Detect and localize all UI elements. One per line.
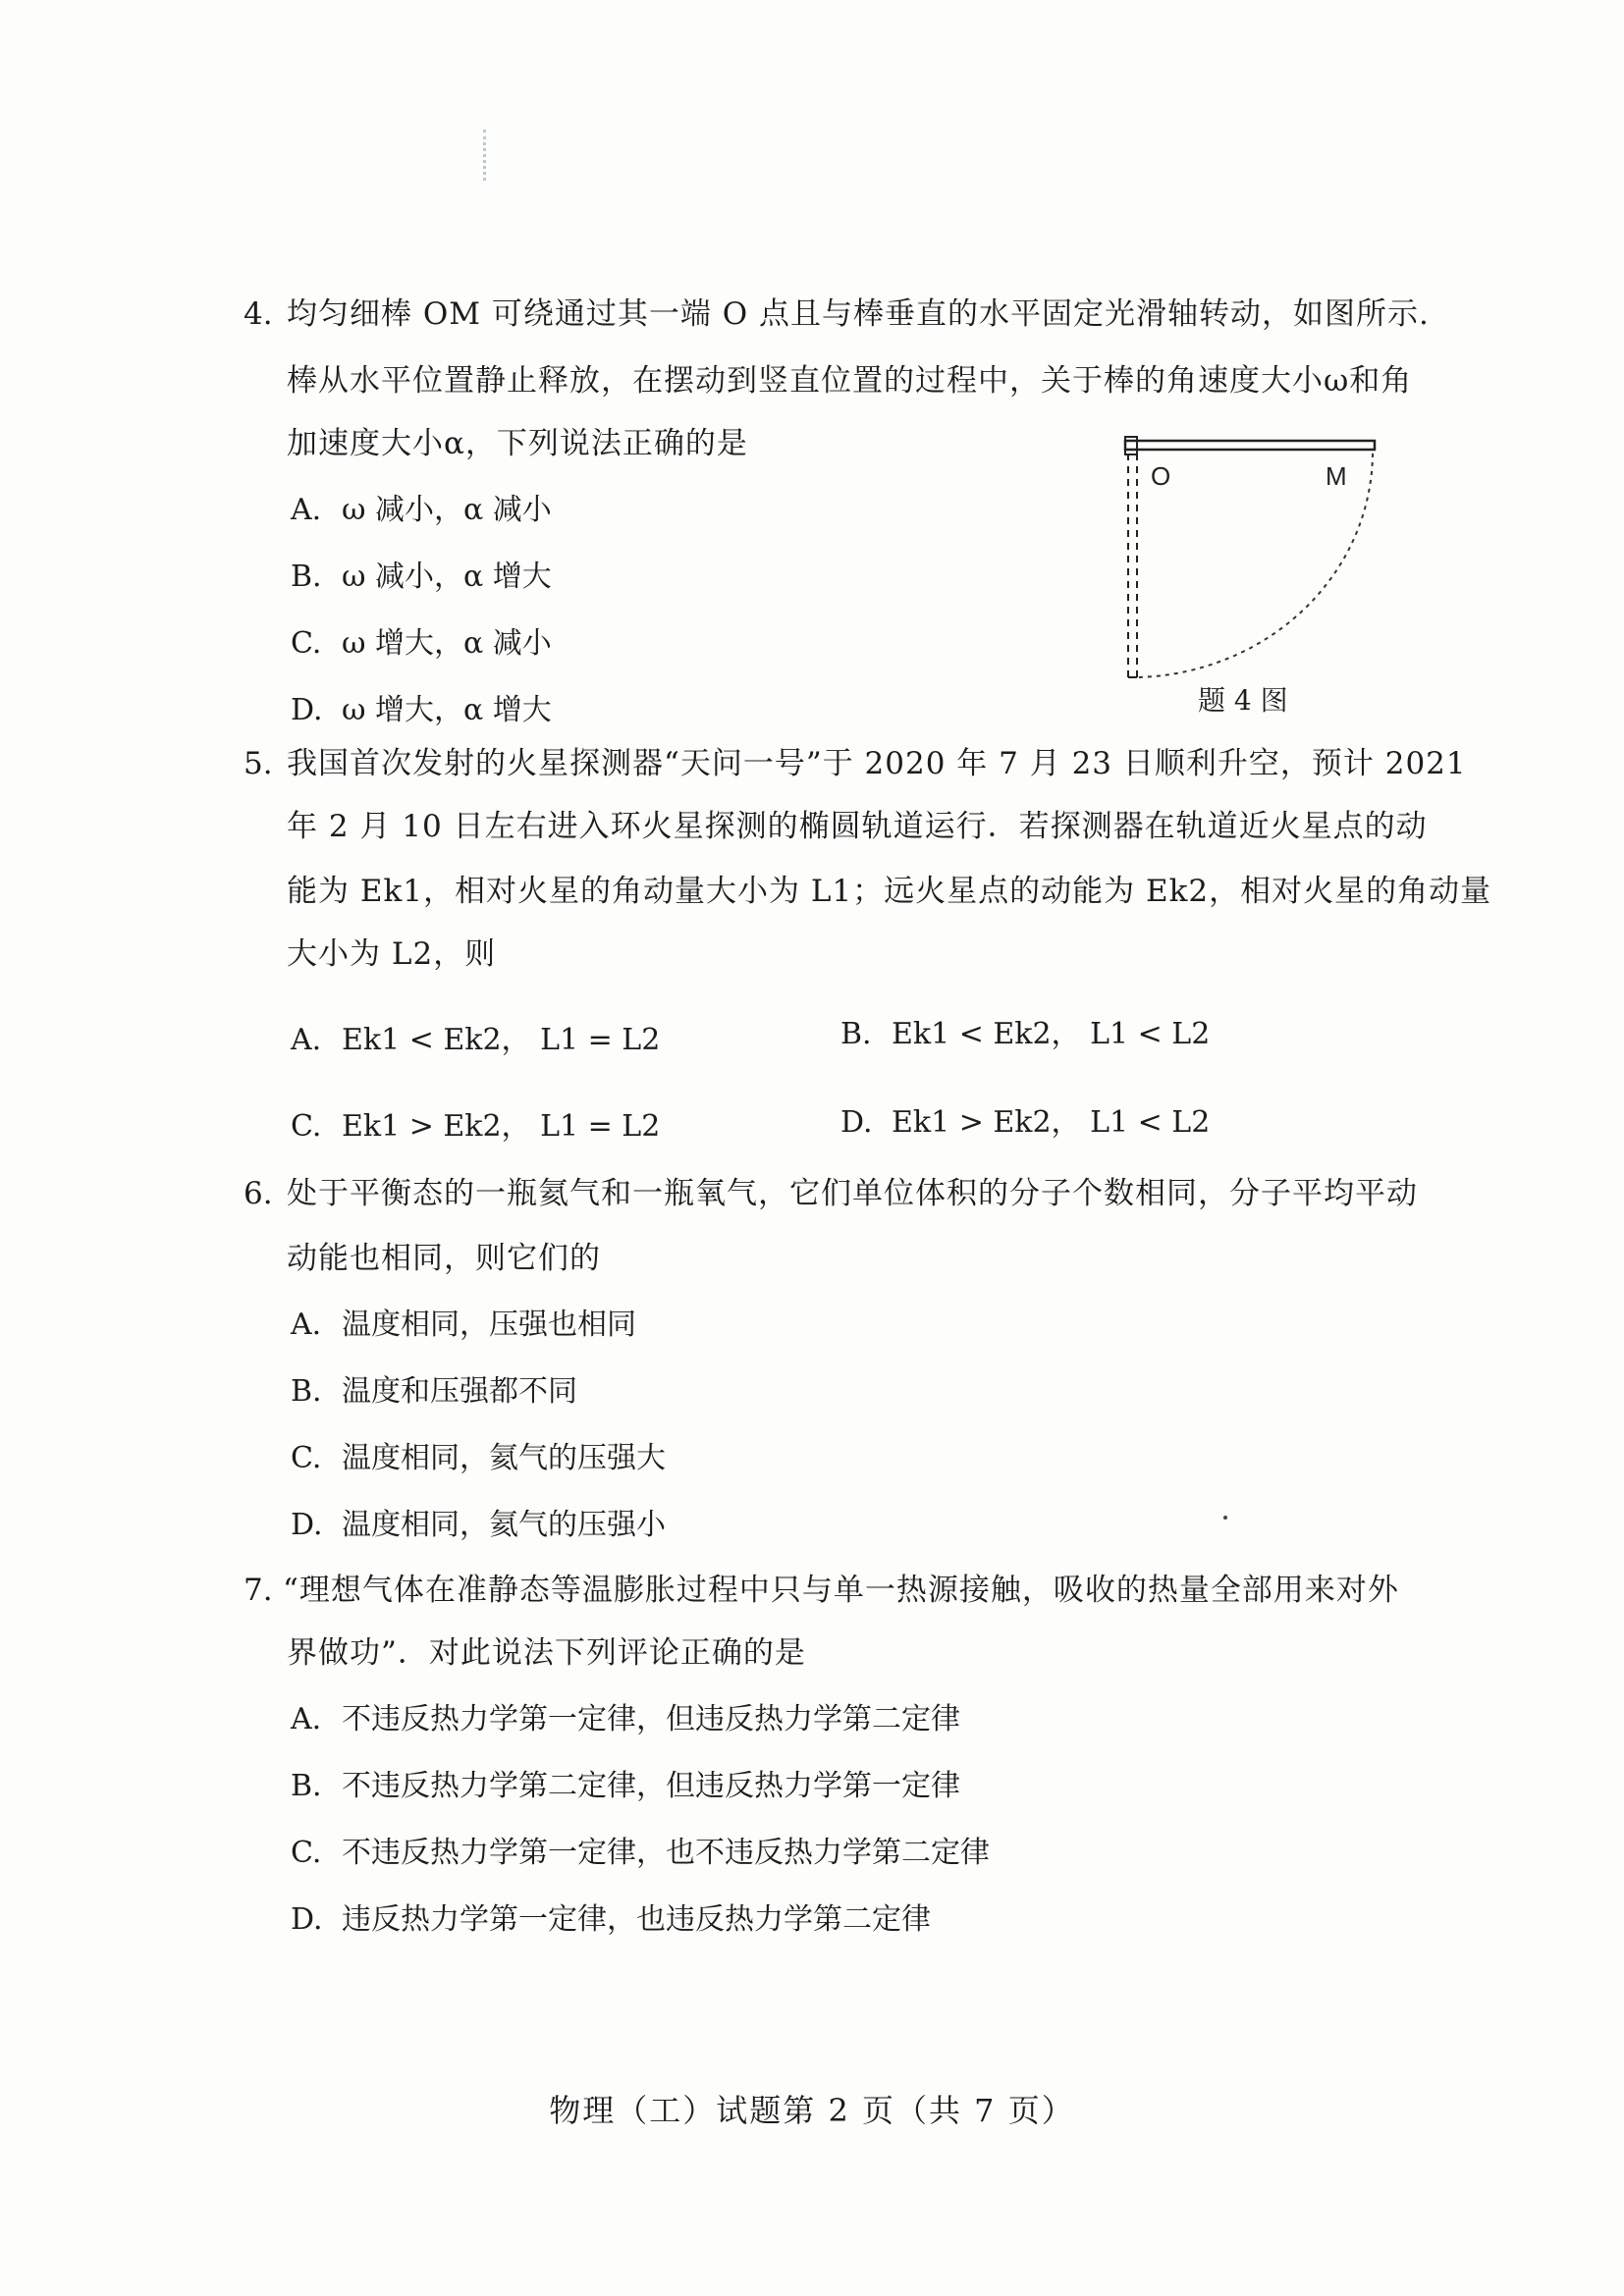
q4-line-2: 棒从水平位置静止释放，在摆动到竖直位置的过程中，关于棒的角速度大小ω和角 xyxy=(287,363,1413,399)
q4-option-a: A. ω 减小，α 减小 xyxy=(291,493,552,527)
page-footer: 物理（工）试题第 2 页（共 7 页） xyxy=(549,2092,1075,2129)
q4-option-d: D. ω 增大，α 增大 xyxy=(291,693,552,727)
q7-number: 7. xyxy=(244,1573,273,1608)
q6-option-b: B. 温度和压强都不同 xyxy=(291,1374,577,1409)
pivot-axis xyxy=(1125,437,1137,454)
rod-pendulum-figure xyxy=(1119,432,1382,687)
q5-line-1: 我国首次发射的火星探测器“天问一号”于 2020 年 7 月 23 日顺利升空，预计 2021 xyxy=(287,746,1467,781)
q5-line-2: 年 2 月 10 日左右进入环火星探测的椭圆轨道运行．若探测器在轨道近火星点的动 xyxy=(287,809,1428,844)
q5-number: 5. xyxy=(244,746,273,781)
q5-option-d: D. Ek1 > Ek2， L1 < L2 xyxy=(840,1105,1211,1140)
q7-option-a: A. 不违反热力学第一定律，但违反热力学第二定律 xyxy=(291,1702,960,1736)
q5-option-c: C. Ek1 > Ek2， L1 = L2 xyxy=(291,1109,661,1144)
q7-line-1: “理想气体在准静态等温膨胀过程中只与单一热源接触，吸收的热量全部用来对外 xyxy=(283,1573,1399,1608)
q6-line-1: 处于平衡态的一瓶氦气和一瓶氧气，它们单位体积的分子个数相同，分子平均平动 xyxy=(287,1176,1418,1211)
q6-option-c: C. 温度相同，氦气的压强大 xyxy=(291,1441,666,1475)
q5-option-b: B. Ek1 < Ek2， L1 < L2 xyxy=(840,1017,1211,1051)
q7-option-b: B. 不违反热力学第二定律，但违反热力学第一定律 xyxy=(291,1769,960,1803)
horizontal-rod xyxy=(1125,441,1375,450)
q6-option-d: D. 温度相同，氦气的压强小 xyxy=(291,1508,666,1542)
q7-option-d: D. 违反热力学第一定律，也违反热力学第二定律 xyxy=(291,1902,931,1937)
q5-line-4: 大小为 L2，则 xyxy=(287,936,497,972)
q7-line-2: 界做功”．对此说法下列评论正确的是 xyxy=(287,1635,806,1671)
q5-option-a: A. Ek1 < Ek2， L1 = L2 xyxy=(291,1023,661,1057)
label-o: O xyxy=(1151,461,1171,491)
q4-option-b: B. ω 减小，α 增大 xyxy=(291,560,552,594)
q4-line-3: 加速度大小α，下列说法正确的是 xyxy=(287,426,748,461)
q4-number: 4. xyxy=(244,296,273,332)
label-m: M xyxy=(1326,461,1347,491)
q6-number: 6. xyxy=(244,1176,273,1211)
q6-line-2: 动能也相同，则它们的 xyxy=(287,1241,601,1276)
q4-line-1: 均匀细棒 OM 可绕通过其一端 O 点且与棒垂直的水平固定光滑轴转动，如图所示. xyxy=(287,296,1430,332)
q6-option-a: A. 温度相同，压强也相同 xyxy=(291,1308,636,1342)
scan-speck xyxy=(1223,1516,1227,1520)
q7-option-c: C. 不违反热力学第一定律，也不违反热力学第二定律 xyxy=(291,1836,990,1870)
figure-caption: 题 4 图 xyxy=(1198,684,1288,717)
q4-option-c: C. ω 增大，α 减小 xyxy=(291,626,552,661)
scan-artifact xyxy=(483,130,494,181)
q5-line-3: 能为 Ek1，相对火星的角动量大小为 L1；远火星点的动能为 Ek2，相对火星的角动量 xyxy=(287,874,1492,909)
